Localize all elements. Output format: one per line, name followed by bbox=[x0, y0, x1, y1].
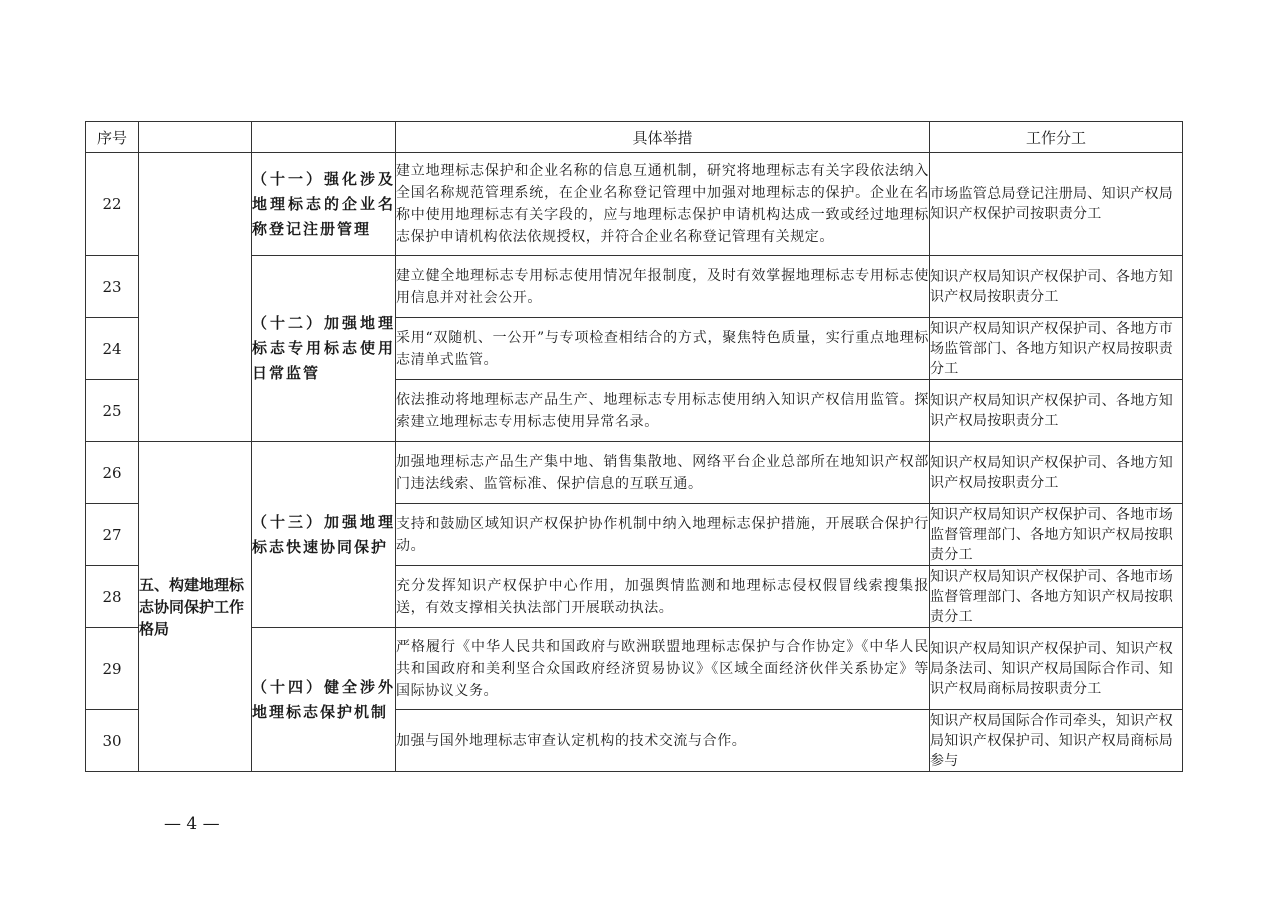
row-division: 知识产权局知识产权保护司、各地方知识产权局按职责分工 bbox=[930, 442, 1183, 504]
header-seq: 序号 bbox=[86, 122, 139, 153]
row-division: 知识产权局知识产权保护司、各地方市场监管部门、各地方知识产权局按职责分工 bbox=[930, 318, 1183, 380]
row-measure: 加强与国外地理标志审查认定机构的技术交流与合作。 bbox=[396, 710, 930, 772]
subsection-11: （十一）强化涉及地理标志的企业名称登记注册管理 bbox=[252, 153, 396, 256]
table-row bbox=[86, 153, 1183, 256]
subsection-13: （十三）加强地理标志快速协同保护 bbox=[252, 442, 396, 628]
row-seq: 24 bbox=[86, 318, 139, 380]
row-measure: 严格履行《中华人民共和国政府与欧洲联盟地理标志保护与合作协定》《中华人民共和国政府和美利坚合众国政府经济贸易协议》《区域全面经济伙伴关系协定》等国际协议义务。 bbox=[396, 628, 930, 710]
row-division: 知识产权局知识产权保护司、各地市场监督管理部门、各地方知识产权局按职责分工 bbox=[930, 566, 1183, 628]
table-row bbox=[86, 442, 1183, 504]
row-measure: 建立地理标志保护和企业名称的信息互通机制，研究将地理标志有关字段依法纳入全国名称规范管理系统，在企业名称登记管理中加强对地理标志的保护。企业在名称中使用地理标志有关字段的，应与地理标志保护申请机构达成一致或经过地理标志保护申请机构依法依规授权，并符合企业名称登记管理有关规定。 bbox=[396, 153, 930, 256]
row-measure: 依法推动将地理标志产品生产、地理标志专用标志使用纳入知识产权信用监管。探索建立地理标志专用标志使用异常名录。 bbox=[396, 380, 930, 442]
row-division: 知识产权局知识产权保护司、各地方知识产权局按职责分工 bbox=[930, 380, 1183, 442]
row-seq: 22 bbox=[86, 153, 139, 256]
subsection-14: （十四）健全涉外地理标志保护机制 bbox=[252, 628, 396, 772]
row-seq: 30 bbox=[86, 710, 139, 772]
row-seq: 25 bbox=[86, 380, 139, 442]
row-division: 知识产权局知识产权保护司、各地方知识产权局按职责分工 bbox=[930, 256, 1183, 318]
header-subsection bbox=[252, 122, 396, 153]
header-row bbox=[86, 122, 1183, 153]
row-seq: 28 bbox=[86, 566, 139, 628]
page-number: — 4 — bbox=[164, 814, 220, 834]
header-division: 工作分工 bbox=[930, 122, 1183, 153]
subsection-12: （十二）加强地理标志专用标志使用日常监管 bbox=[252, 256, 396, 442]
row-division: 知识产权局知识产权保护司、各地市场监督管理部门、各地方知识产权局按职责分工 bbox=[930, 504, 1183, 566]
row-measure: 支持和鼓励区域知识产权保护协作机制中纳入地理标志保护措施，开展联合保护行动。 bbox=[396, 504, 930, 566]
row-measure: 充分发挥知识产权保护中心作用，加强舆情监测和地理标志侵权假冒线索搜集报送，有效支撑相关执法部门开展联动执法。 bbox=[396, 566, 930, 628]
row-measure: 建立健全地理标志专用标志使用情况年报制度，及时有效掌握地理标志专用标志使用信息并对社会公开。 bbox=[396, 256, 930, 318]
row-division: 知识产权局知识产权保护司、知识产权局条法司、知识产权局国际合作司、知识产权局商标局按职责分工 bbox=[930, 628, 1183, 710]
row-measure: 采用“双随机、一公开”与专项检查相结合的方式，聚焦特色质量，实行重点地理标志清单式监管。 bbox=[396, 318, 930, 380]
header-measures: 具体举措 bbox=[396, 122, 930, 153]
row-division: 市场监管总局登记注册局、知识产权局知识产权保护司按职责分工 bbox=[930, 153, 1183, 256]
category-5: 五、构建地理标志协同保护工作格局 bbox=[139, 442, 252, 772]
row-seq: 26 bbox=[86, 442, 139, 504]
row-seq: 27 bbox=[86, 504, 139, 566]
category-cell-empty bbox=[139, 153, 252, 442]
measures-table bbox=[85, 121, 1183, 772]
row-measure: 加强地理标志产品生产集中地、销售集散地、网络平台企业总部所在地知识产权部门违法线索、监管标准、保护信息的互联互通。 bbox=[396, 442, 930, 504]
row-seq: 29 bbox=[86, 628, 139, 710]
header-category bbox=[139, 122, 252, 153]
row-division: 知识产权局国际合作司牵头，知识产权局知识产权保护司、知识产权局商标局参与 bbox=[930, 710, 1183, 772]
row-seq: 23 bbox=[86, 256, 139, 318]
